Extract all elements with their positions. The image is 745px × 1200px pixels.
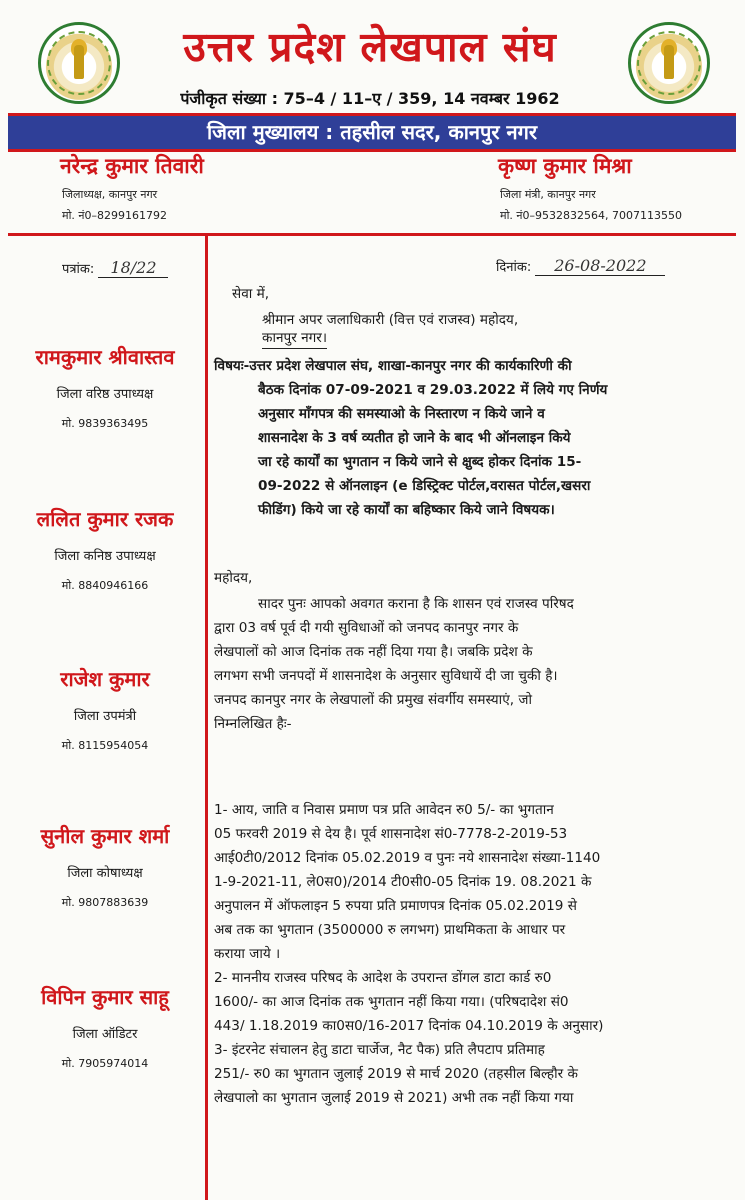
right-officer-mobile: मो. नं0–9532832564, 7007113550 bbox=[500, 209, 682, 222]
member-name: ललित कुमार रजक bbox=[36, 507, 174, 531]
point-line: 2- माननीय राजस्व परिषद के आदेश के उपरान्त डोंगल डाटा कार्ड रु0 bbox=[214, 970, 552, 986]
point-line: 443/ 1.18.2019 का0स0/16-2017 दिनांक 04.10.2019 के अनुसार) bbox=[214, 1018, 604, 1034]
right-officer-name: कृष्ण कुमार मिश्रा bbox=[498, 153, 632, 178]
header-divider bbox=[8, 233, 736, 236]
left-officer-mobile: मो. नं0–8299161792 bbox=[62, 209, 168, 222]
member-role: जिला वरिष्ठ उपाध्यक्ष bbox=[56, 387, 154, 402]
subject-line: जा रहे कार्यों का भुगतान न किये जाने से क्षुब्द होकर दिनांक 15- bbox=[258, 454, 582, 470]
registration-number: पंजीकृत संख्या : 75–4 / 11–ए / 359, 14 नवम्बर 1962 bbox=[180, 89, 560, 108]
paragraph-line: जनपद कानपुर नगर के लेखपालों की प्रमुख संवर्गीय समस्याएं, जो bbox=[214, 692, 532, 708]
point-line: आई0टी0/2012 दिनांक 05.02.2019 व पुनः नये शासनादेश संख्या-1140 bbox=[214, 850, 601, 866]
seva-line: सेवा में, bbox=[232, 286, 270, 302]
member-mobile: मो. 9839363495 bbox=[61, 417, 149, 430]
torch-icon bbox=[74, 45, 84, 79]
point-line: 1600/- का आज दिनांक तक भुगतान नहीं किया गया। (परिषदादेश सं0 bbox=[214, 994, 569, 1010]
member-name: रामकुमार श्रीवास्तव bbox=[35, 345, 175, 369]
date-value: 26-08-2022 bbox=[535, 256, 665, 276]
salutation: महोदय, bbox=[214, 570, 253, 586]
torch-icon bbox=[664, 45, 674, 79]
point-line: कराया जाये । bbox=[214, 946, 281, 962]
date-row: दिनांक: 26-08-2022 bbox=[496, 256, 665, 276]
point-line: 3- इंटरनेट संचालन हेतु डाटा चार्जेज, नैट पैक) प्रति लैपटाप प्रतिमाह bbox=[214, 1042, 545, 1058]
member-name: राजेश कुमार bbox=[60, 667, 150, 691]
subject-line: शासनादेश के 3 वर्ष व्यतीत हो जाने के बाद भी ऑनलाइन किये bbox=[258, 430, 571, 446]
member-mobile: मो. 7905974014 bbox=[61, 1057, 149, 1070]
point-line: 251/- रु0 का भुगतान जुलाई 2019 से मार्च 2020 (तहसील बिल्हौर के bbox=[214, 1066, 578, 1082]
point-line: अब तक का भुगतान (3500000 रु लगभग) प्राथमिकता के आधार पर bbox=[214, 922, 566, 938]
sidebar-divider bbox=[205, 236, 208, 1200]
member-mobile: मो. 8840946166 bbox=[61, 579, 149, 592]
member-mobile: मो. 8115954054 bbox=[61, 739, 149, 752]
reference-row: पत्रांक: 18/22 bbox=[62, 258, 168, 278]
sidebar-member bbox=[5, 983, 205, 1071]
points-list bbox=[214, 798, 734, 1110]
member-mobile: मो. 9807883639 bbox=[61, 896, 149, 909]
office-bar: जिला मुख्यालय : तहसील सदर, कानपुर नगर bbox=[8, 116, 736, 149]
left-emblem-logo bbox=[38, 22, 120, 104]
subject-line: बैठक दिनांक 07-09-2021 व 29.03.2022 में लिये गए निर्णय bbox=[258, 382, 608, 398]
subject-line: फीडिंग) किये जा रहे कार्यों का बहिष्कार किये जाने विषयक। bbox=[258, 502, 555, 518]
paragraph-line: निम्नलिखित हैः- bbox=[214, 716, 292, 732]
point-line: लेखपालो का भुगतान जुलाई 2019 से 2021) अभी तक नहीं किया गया bbox=[214, 1090, 574, 1106]
right-officer-role: जिला मंत्री, कानपुर नगर bbox=[500, 188, 596, 201]
subject-block bbox=[214, 354, 734, 522]
sidebar-member bbox=[5, 505, 205, 593]
member-role: जिला कोषाध्यक्ष bbox=[67, 866, 143, 881]
subject-line: अनुसार माँगपत्र की समस्याओ के निस्तारण न किये जाने व bbox=[258, 406, 545, 422]
paragraph-line: लगभग सभी जनपदों में शासनादेश के अनुसार सुविधायें दी जा चुकी है। bbox=[214, 668, 558, 684]
intro-paragraph bbox=[214, 592, 734, 736]
paragraph-line: द्वारा 03 वर्ष पूर्व दी गयी सुविधाओं को जनपद कानपुर नगर के bbox=[214, 620, 519, 636]
point-line: अनुपालन में ऑफलाइन 5 रुपया प्रति प्रमाणपत्र दिनांक 05.02.2019 से bbox=[214, 898, 577, 914]
paragraph-line: सादर पुनः आपको अवगत कराना है कि शासन एवं राजस्व परिषद bbox=[258, 596, 574, 612]
addressee-line: श्रीमान अपर जलाधिकारी (वित्त एवं राजस्व) महोदय, bbox=[262, 312, 519, 328]
date-label: दिनांक bbox=[496, 260, 527, 275]
paragraph-line: लेखपालों को आज दिनांक तक नहीं दिया गया है। जबकि प्रदेश के bbox=[214, 644, 533, 660]
member-name: विपिन कुमार साहू bbox=[41, 985, 169, 1009]
sidebar-member bbox=[5, 343, 205, 431]
reference-value: 18/22 bbox=[98, 258, 168, 278]
sidebar-member bbox=[5, 822, 205, 910]
point-line: 1-9-2021-11, ले0स0)/2014 टी0सी0-05 दिनांक 19. 08.2021 के bbox=[214, 874, 592, 890]
organization-title: उत्तर प्रदेश लेखपाल संघ bbox=[183, 23, 557, 71]
right-emblem-logo bbox=[628, 22, 710, 104]
member-role: जिला ऑडिटर bbox=[72, 1027, 138, 1042]
member-role: जिला कनिष्ठ उपाध्यक्ष bbox=[54, 549, 156, 564]
subject-line: विषयः-उत्तर प्रदेश लेखपाल संघ, शाखा-कानपुर नगर की कार्यकारिणी की bbox=[214, 358, 572, 374]
point-line: 05 फरवरी 2019 से देय है। पूर्व शासनादेश सं0-7778-2-2019-53 bbox=[214, 826, 568, 842]
reference-label: पत्रांक bbox=[62, 262, 90, 277]
sidebar-member bbox=[5, 665, 205, 753]
left-officer-role: जिलाध्यक्ष, कानपुर नगर bbox=[62, 188, 158, 201]
addressee-city: कानपुर नगर। bbox=[262, 328, 327, 349]
member-role: जिला उपमंत्री bbox=[73, 709, 137, 724]
member-name: सुनील कुमार शर्मा bbox=[40, 824, 170, 848]
point-line: 1- आय, जाति व निवास प्रमाण पत्र प्रति आवेदन रु0 5/- का भुगतान bbox=[214, 802, 554, 818]
subject-line: 09-2022 से ऑनलाइन (e डिस्ट्रिक्ट पोर्टल,वरासत पोर्टल,खसरा bbox=[258, 478, 591, 494]
left-officer-name: नरेन्द्र कुमार तिवारी bbox=[60, 153, 204, 178]
